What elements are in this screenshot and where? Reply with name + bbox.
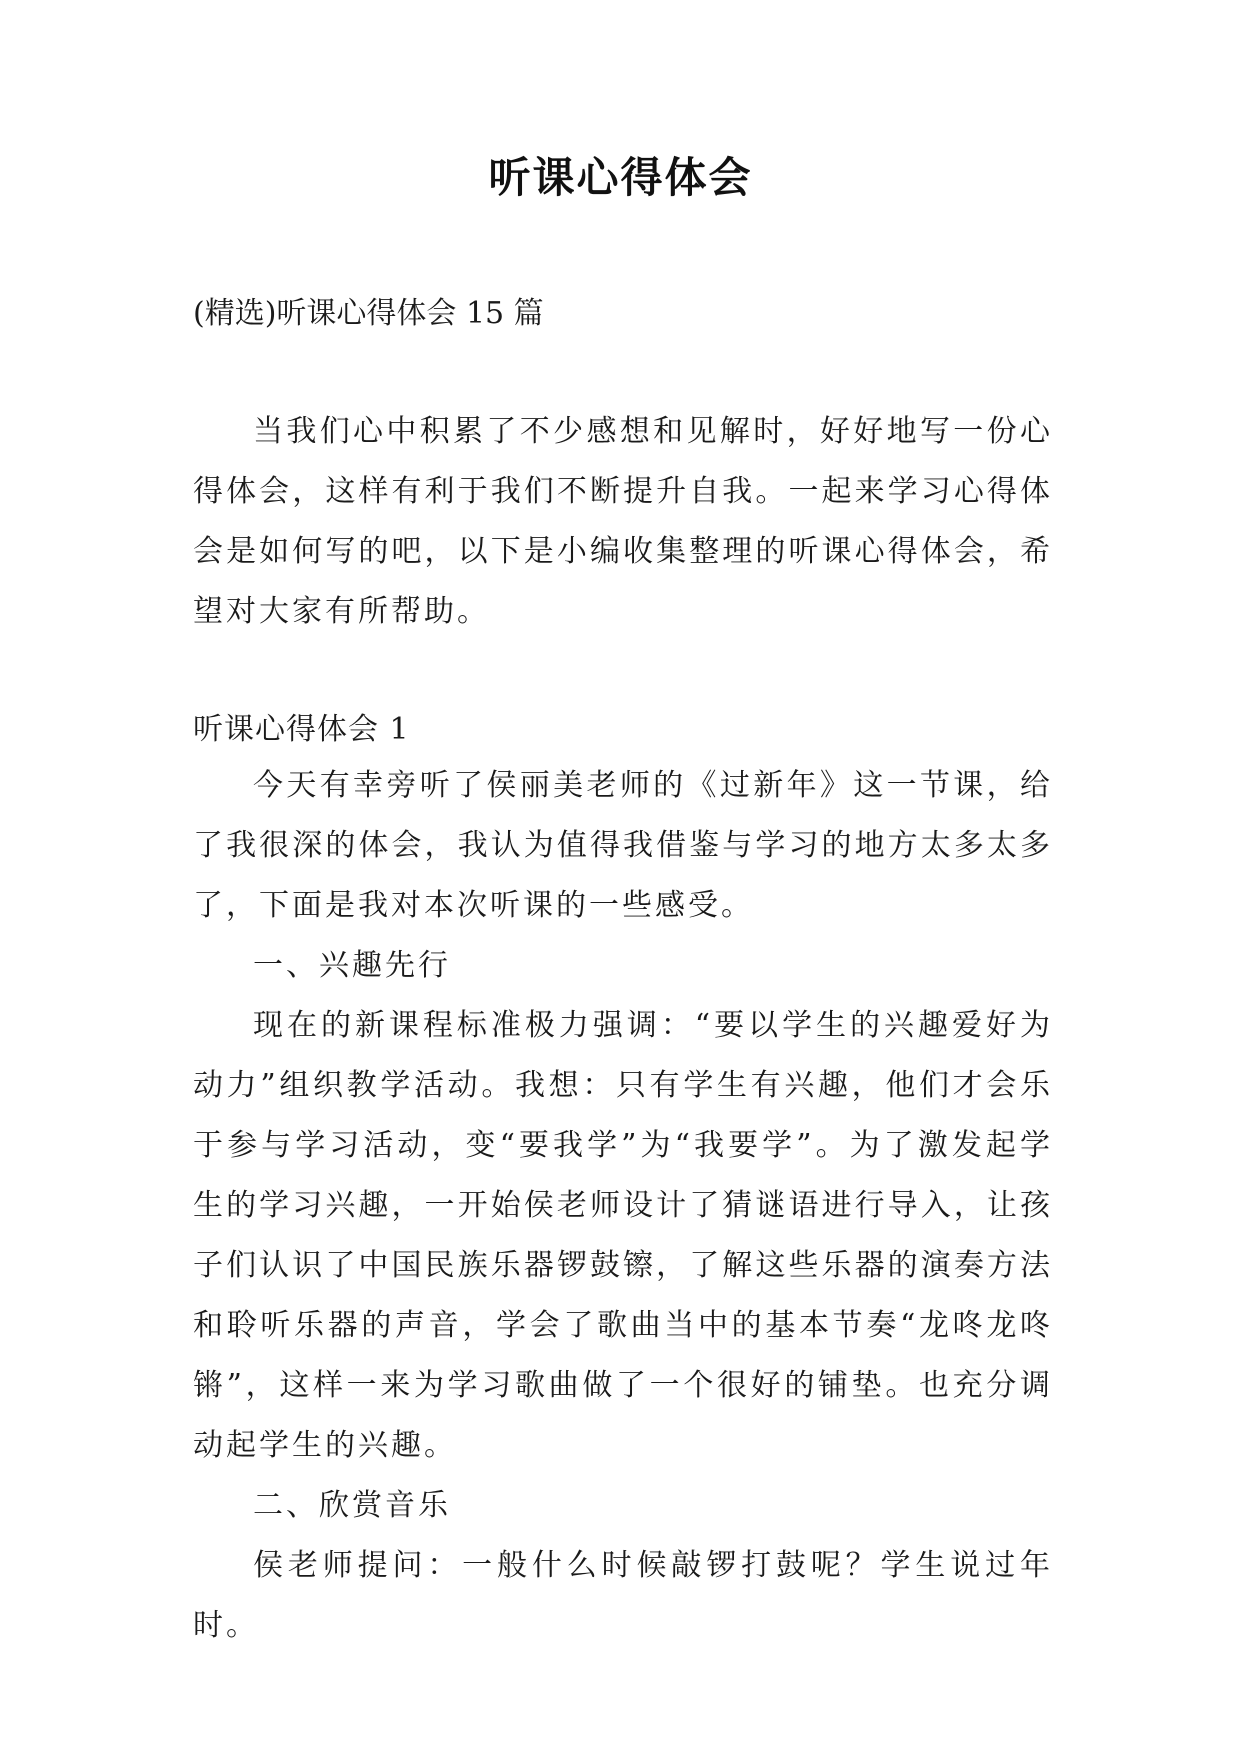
body-paragraph: 今天有幸旁听了侯丽美老师的《过新年》这一节课，给了我很深的体会，我认为值得我借鉴与学习的地方太多太多了，下面是我对本次听课的一些感受。 [193,768,1053,923]
section-body [193,756,1053,1656]
document-subtitle: (精选)听课心得体会 15 篇 [193,296,544,331]
sub-heading-music: 二、欣赏音乐 [253,1488,451,1523]
document-title: 听课心得体会 [488,153,753,202]
intro-paragraph: 当我们心中积累了不少感想和见解时，好好地写一份心得体会，这样有利于我们不断提升自我。一起来学习心得体会是如何写的吧，以下是小编收集整理的听课心得体会，希望对大家有所帮助。 [193,414,1053,629]
section-heading: 听课心得体会 1 [193,712,410,747]
sub-heading-interest: 一、兴趣先行 [253,948,451,983]
body-paragraph: 侯老师提问：一般什么时候敲锣打鼓呢？学生说过年时。 [193,1548,1053,1643]
intro-block [193,402,1053,642]
body-paragraph: 现在的新课程标准极力强调：“要以学生的兴趣爱好为动力”组织教学活动。我想：只有学生有兴趣，他们才会乐于参与学习活动，变“要我学”为“我要学”。为了激发起学生的学习兴趣，一开始侯老师设计了猜谜语进行导入，让孩子们认识了中国民族乐器锣鼓镲，了解这些乐器的演奏方法和聆听乐器的声音，学会了歌曲当中的基本节奏“龙咚龙咚锵”，这样一来为学习歌曲做了一个很好的铺垫。也充分调动起学生的兴趣。 [193,1008,1053,1463]
